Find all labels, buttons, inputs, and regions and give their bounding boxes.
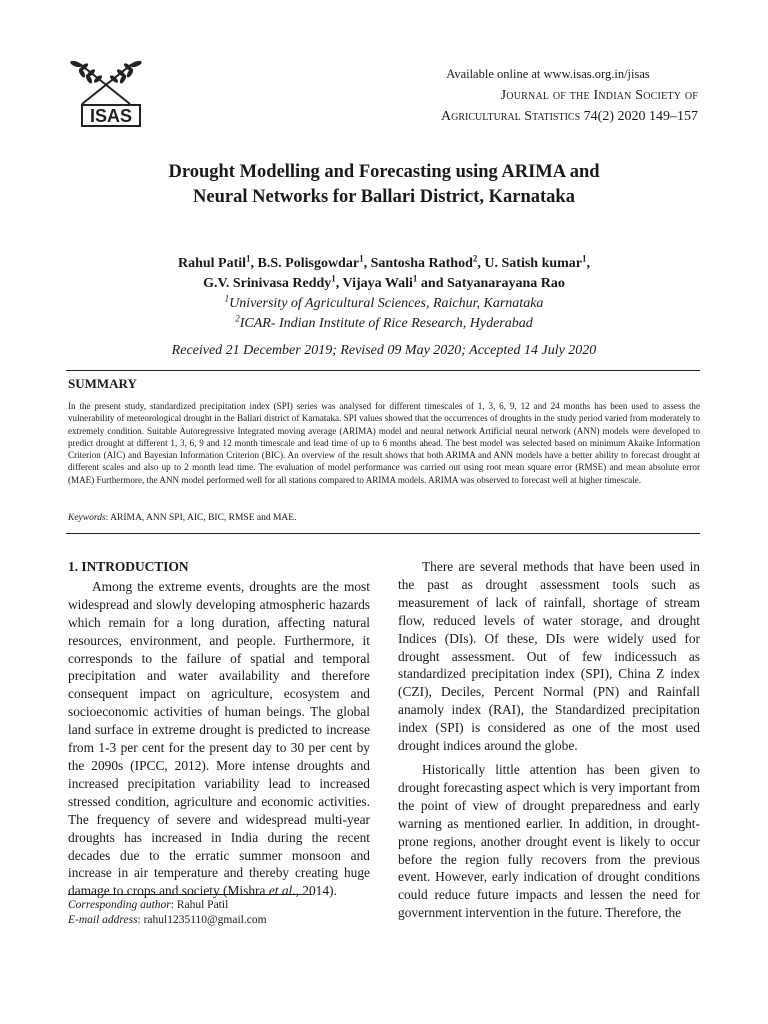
online-availability: Available online at www.isas.org.in/jisas: [446, 67, 650, 81]
affiliations: [90, 294, 678, 334]
svg-text:ISAS: ISAS: [89, 106, 133, 126]
author-list: Rahul Patil$^1$, B.S. Polisgowdar$^1$, Santosha Rathod$^2$, U. Satish kumar$^1$, G.V. Srinivasa Reddy$^1$, Vijaya Wali$^1$ and Satyanarayana Rao: [177, 253, 591, 291]
paragraph: There are several methods that have been used in the past as drought assessment tools such as measurement of lack of rainfall, shortage of stream flow, reduced levels of water storage, and drought Indices (DIs). Of these, DIs were widely used for drought assessment. Out of few indicessuch as standardized precipitation index (SPI), China Z index (CZI), Deciles, Percent Normal (PN) and Rainfall anamoly index (RAI), the Standardized precipitation index (SPI) is considered as one of the most used drought indices around the globe.: [398, 559, 700, 754]
column-right: [398, 558, 700, 922]
keywords: Keywords: ARIMA, ANN SPI, AIC, BIC, RMSE and MAE.: [68, 513, 297, 523]
summary-text: In the present study, standardized precipitation index (SPI) series was analysed for different timescales of 1, 3, 6, 9, 12 and 24 months has been used to assess the vulnerability of meteorological drought in the Ballari district of Karnataka. SPI values showed that the occurrences of droughts in the study period varied from moderately to extremely condition. Suitable Autoregressive Integrated moving average (ARIMA) model and neural network Artificial neural network (ANN) models were developed to predict drought at different 1, 3, 6, 9 and 12 month timescale and lead time of up to 6 months ahead. The best model was selected based on minimum Akaike Information Criterion (AIC) and Bayesian Information Criterion (BIC). An overview of the result shows that both ARIMA and ANN models have a better ability to forecast drought at different scales and also up to 2 month lead time. The evaluation of model performance was carried out using root mean square error (RMSE) and mean absolute error (MAE) Furthermore, the ANN model performed well for all stations compared to ARIMA models. ARIMA was observed to forecast well at higher timescale.: [68, 401, 700, 485]
affiliation-1: $^1$University of Agricultural Sciences, Raichur, Karnataka: [224, 293, 544, 311]
paper-title: Drought Modelling and Forecasting using ARIMA and Neural Networks for Ballari District, Karnataka: [168, 162, 600, 207]
affiliation-2: $^2$ICAR- Indian Institute of Rice Research, Hyderabad: [235, 313, 533, 331]
corresponding-author: Corresponding author: Rahul Patil: [68, 899, 229, 911]
paragraph: Historically little attention has been given to drought forecasting aspect which is very important from the point of view of drought preparedness and early warning as mentioned earlier. In addition, in drought-prone regions, another drought event is likely to occur before the region fully recovers from the previous event. However, early indication of drought conditions could reduce future impacts and lessen the need for government intervention in the future. Therefore, the: [398, 761, 700, 921]
divider: [66, 533, 700, 534]
isas-logo: [66, 60, 146, 128]
column-left: [68, 558, 370, 900]
journal-header: [368, 64, 698, 127]
divider: [66, 370, 700, 371]
journal-name: Journal of the Indian Society of: [500, 88, 698, 103]
footnote: [68, 898, 267, 928]
summary-heading: SUMMARY: [68, 376, 137, 391]
footnote-divider: [68, 894, 312, 895]
journal-issue: Agricultural Statistics 74(2) 2020 149–157: [441, 109, 698, 124]
received-dates: Received 21 December 2019; Revised 09 May 2020; Accepted 14 July 2020: [171, 343, 597, 358]
paragraph: Among the extreme events, droughts are the most widespread and slowly developing atmospheric hazards which remain for a long duration, affecting natural resources, environment, and people. Furthermore, it corresponds to the failure of spatial and temporal precipitation and water availability and therefore consequent impact on agriculture, ecosystem and socioeconomic activities of human beings. The global land surface in extreme drought is predicted to increase from 1-3 per cent for the present day to 30 per cent by the 2090s (IPCC, 2012). More intense droughts and increased precipitation variability lead to increased stressed condition, agriculture and economic activities. The frequency of severe and widespread multi-year droughts has increased in India during the recent decades due to the erratic summer monsoon and increase in air temperature and thereby creating huge damage to crops and society (Mishra et al., 2014).: [68, 578, 370, 899]
section-heading-introduction: 1. INTRODUCTION: [68, 559, 189, 574]
email-address: E-mail address: rahul1235110@gmail.com: [68, 914, 267, 926]
